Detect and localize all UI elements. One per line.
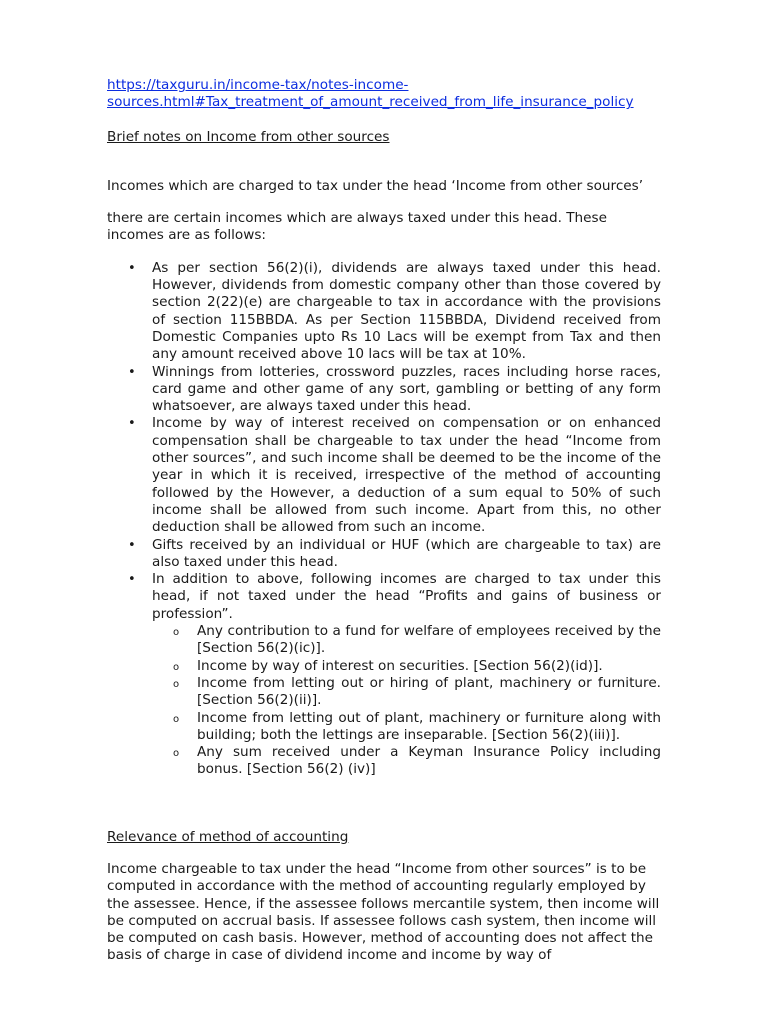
bullet-item-dividends: • As per section 56(2)(i), dividends are always taxed under this head. However, dividends from domestic company other than those covered by section 2(22)(e) are chargeable to tax in accordance with the provisions of section 115BBDA. As per Section 115BBDA, Dividend received from Domestic Companies upto Rs 10 Lacs will be exempt from Tax and then any amount received above 10 lacs will be tax at 10%. bbox=[152, 260, 661, 364]
source-link-line-2: sources.html#Tax_treatment_of_amount_received_from_life_insurance_policy bbox=[107, 94, 634, 111]
bullet-item-gifts: • Gifts received by an individual or HUF (which are chargeable to tax) are also taxed under this head. bbox=[152, 537, 661, 572]
bullet-item-winnings: • Winnings from lotteries, crossword puzzles, races including horse races, card game and other game of any sort, gambling or betting of any form whatsoever, are always taxed under this head. bbox=[152, 364, 661, 416]
sub-item-interest-securities: o Income by way of interest on securities. [Section 56(2)(id)]. bbox=[197, 658, 661, 675]
bullet-item-additional-incomes-text: In addition to above, following incomes are charged to tax under this head, if not taxed under the head “Profits and gains of business or profession”. bbox=[152, 571, 661, 622]
sub-income-list bbox=[152, 623, 661, 779]
source-link[interactable] bbox=[107, 77, 661, 112]
bullet-item-additional-incomes bbox=[152, 571, 661, 779]
section-heading-brief-notes: Brief notes on Income from other sources bbox=[107, 128, 390, 145]
intro-paragraph-2: there are certain incomes which are always taxed under this head. These incomes are as follows: bbox=[107, 210, 607, 244]
sub-item-keyman-insurance: o Any sum received under a Keyman Insurance Policy including bonus. [Section 56(2) (iv)] bbox=[197, 744, 661, 779]
sub-item-letting-with-building: o Income from letting out of plant, machinery or furniture along with building; both the lettings are inseparable. [Section 56(2)(iii)]. bbox=[197, 710, 661, 745]
document-body bbox=[107, 77, 661, 965]
section-heading-accounting-method: Relevance of method of accounting bbox=[107, 828, 349, 845]
sub-item-letting-plant: o Income from letting out or hiring of plant, machinery or furniture. [Section 56(2)(ii)]. bbox=[197, 675, 661, 710]
source-link-line-1: https://taxguru.in/income-tax/notes-income- bbox=[107, 77, 409, 93]
bullet-item-interest-compensation: • Income by way of interest received on compensation or on enhanced compensation shall be chargeable to tax under the head “Income from other sources”, and such income shall be deemed to be the income of the year in which it is received, irrespective of the method of accounting followed by the However, a deduction of a sum equal to 50% of such income shall be allowed from such income. Apart from this, no other deduction shall be allowed from such an income. bbox=[152, 415, 661, 536]
income-bullet-list bbox=[107, 260, 661, 779]
accounting-method-paragraph: Income chargeable to tax under the head “Income from other sources” is to be computed in accordance with the method of accounting regularly employed by the assessee. Hence, if the assessee follows mercantile system, then income will be computed on accrual basis. If assessee follows cash system, then income will be computed on cash basis. However, method of accounting does not affect the basis of charge in case of dividend income and income by way of bbox=[107, 860, 660, 964]
sub-item-employee-welfare-fund: o Any contribution to a fund for welfare of employees received by the [Section 56(2)(ic)]. bbox=[197, 623, 661, 658]
intro-paragraph-1: Incomes which are charged to tax under the head ‘Income from other sources’ bbox=[107, 177, 644, 194]
